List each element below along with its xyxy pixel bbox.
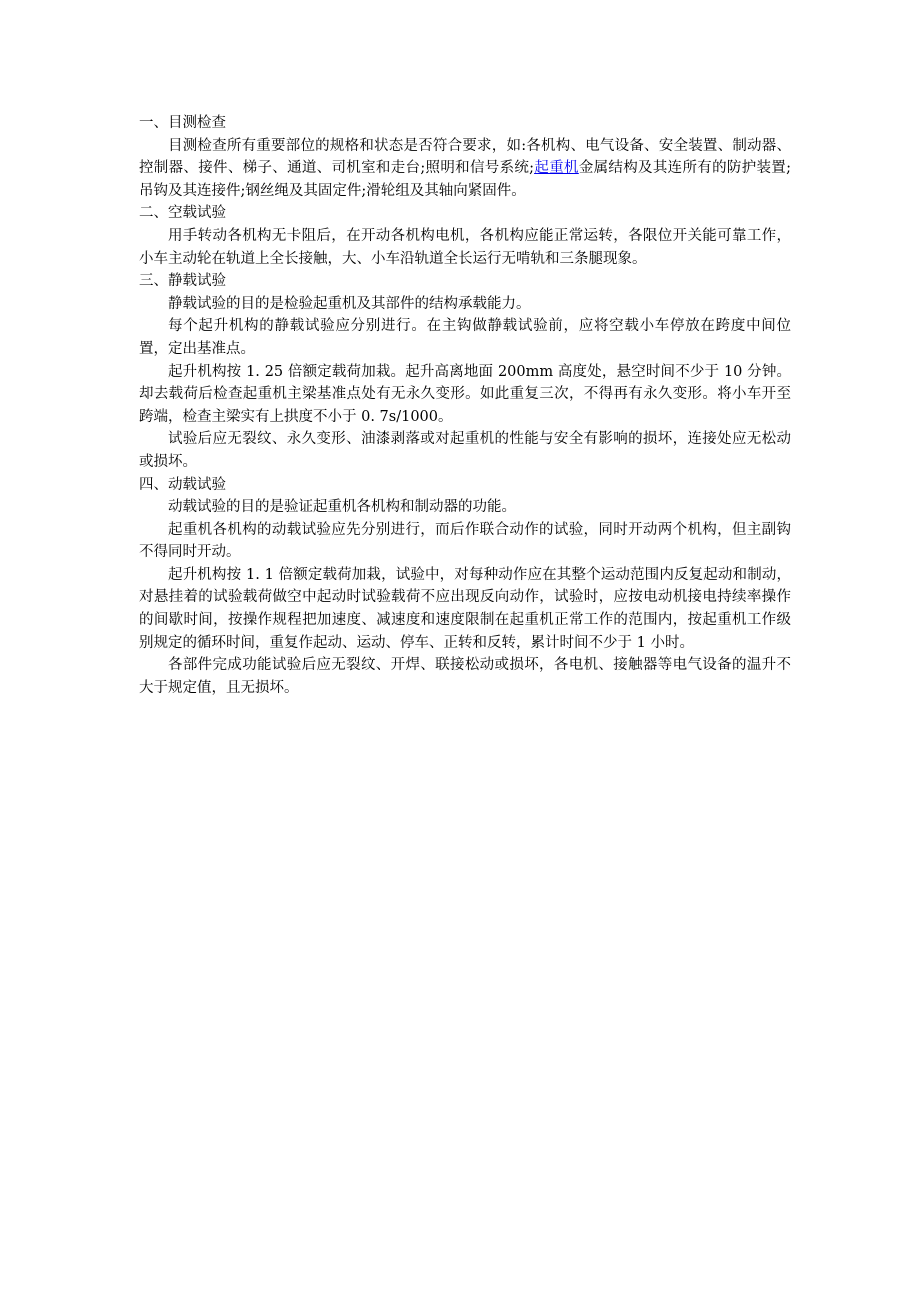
- section-heading-static-load-test: 三、静载试验: [139, 273, 226, 290]
- paragraph-dynamic-purpose: 动载试验的目的是验证起重机各机构和制动器的功能。: [168, 499, 516, 516]
- paragraph-text: 目测检查所有重要部位的规格和状态是否符合要求，如:各机构、电气设备、安全装置、制动器、控制器、接件、梯子、通道、司机室和走台;照明和信号系统;: [139, 137, 791, 177]
- document-body: [139, 112, 791, 699]
- paragraph-static-procedure: 每个起升机构的静载试验应分别进行。在主钩做静载试验前，应将空载小车停放在跨度中间位置，定出基准点。: [139, 318, 791, 357]
- paragraph-dynamic-loading: 起升机构按 1. 1 倍额定载荷加栽，试验中，对每种动作应在其整个运动范围内反复起动和制动，对悬挂着的试验载荷做空中起动时试验载荷不应出现反向动作，试验时，应按电动机接电持续率操作的间歇时间，按操作规程把加速度、减速度和速度限制在起重机正常工作的范围内，按起重机工作级别规定的循环时间，重复作起动、运动、停车、正转和反转，累计时间不少于 1 小时。: [139, 566, 791, 651]
- paragraph-dynamic-result: 各部件完成功能试验后应无裂纹、开焊、联接松动或损坏，各电机、接触器等电气设备的温升不大于规定值，且无损坏。: [139, 657, 791, 696]
- paragraph-visual-inspection: [139, 135, 791, 203]
- section-heading-no-load-test: 二、空载试验: [139, 205, 226, 222]
- section-heading-visual-inspection: 一、目测检查: [139, 115, 226, 131]
- crane-link[interactable]: 起重机: [534, 160, 579, 177]
- paragraph-dynamic-procedure: 起重机各机构的动载试验应先分别进行，而后作联合动作的试验，同时开动两个机构，但主副钩不得同时开动。: [139, 521, 791, 561]
- paragraph-text: 金属结构及其连所有的防护装置;吊钩及其连接件;钢丝绳及其固定件;滑轮组及其轴向紧固件。: [139, 160, 791, 199]
- paragraph-static-loading: 起升机构按 1. 25 倍额定载荷加栽。起升高离地面 200mm 高度处，悬空时间不少于 10 分钟。却去载荷后检查起重机主梁基准点处有无永久变形。如此重复三次，不得再有永久变形。将小车开至跨端，检查主梁实有上拱度不小于 0. 7s/1000。: [139, 363, 791, 425]
- section-heading-dynamic-load-test: 四、动载试验: [139, 476, 226, 493]
- paragraph-no-load-test: 用手转动各机构无卡阻后，在开动各机构电机，各机构应能正常运转，各限位开关能可靠工作，小车主动轮在轨道上全长接触，大、小车沿轨道全长运行无啃轨和三条腿现象。: [139, 227, 791, 267]
- paragraph-static-result: 试验后应无裂纹、永久变形、油漆剥落或对起重机的性能与安全有影响的损坏，连接处应无松动或损坏。: [139, 431, 791, 470]
- paragraph-static-purpose: 静载试验的目的是检验起重机及其部件的结构承载能力。: [168, 295, 531, 312]
